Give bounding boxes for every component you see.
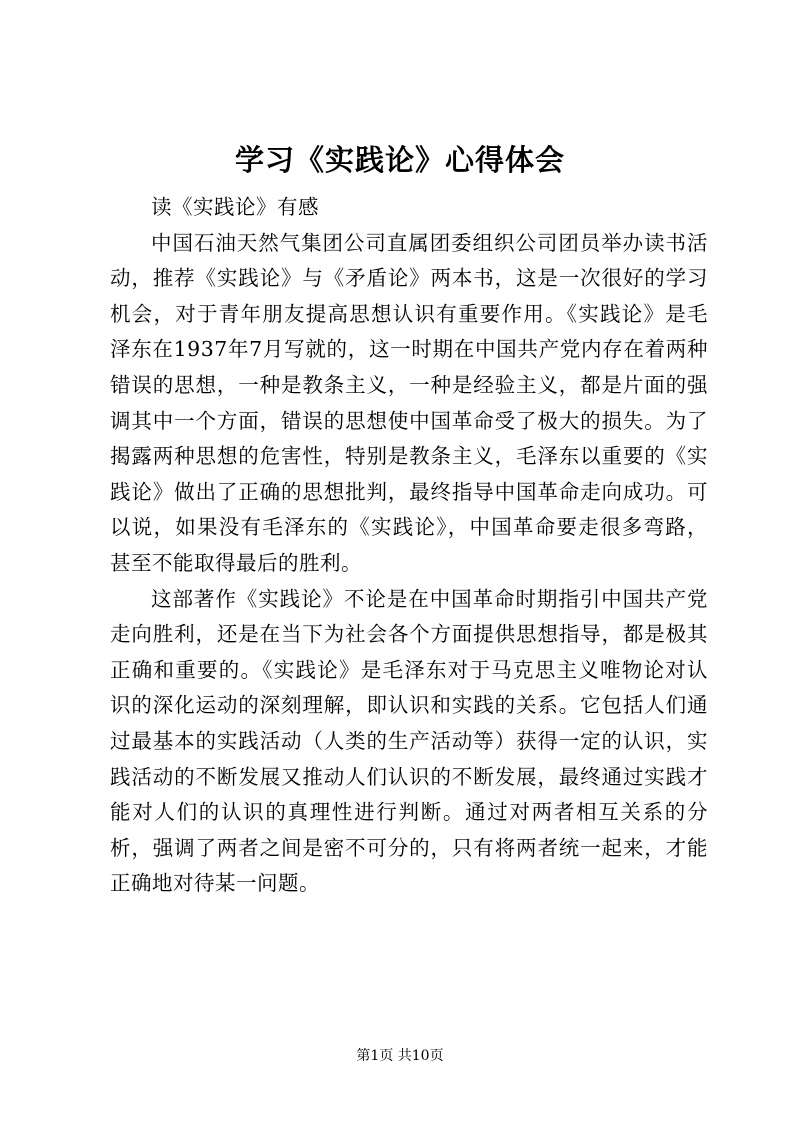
page-number-footer: 第1页 共10页: [356, 1048, 444, 1064]
subtitle-line: 读《实践论》有感: [151, 195, 319, 219]
paragraph-1: 中国石油天然气集团公司直属团委组织公司团员举办读书活动，推荐《实践论》与《矛盾论》两本书，这是一次很好的学习机会，对于青年朋友提高思想认识有重要作用。《实践论》是毛泽东在1937年7月写就的，这一时期在中国共产党内存在着两种错误的思想，一种是教条主义，一种是经验主义，都是片面的强调其中一个方面，错误的思想使中国革命受了极大的损失。为了揭露两种思想的危害性，特别是教条主义，毛泽东以重要的《实践论》做出了正确的思想批判，最终指导中国革命走向成功。可以说，如果没有毛泽东的《实践论》，中国革命要走很多弯路，甚至不能取得最后的胜利。: [110, 230, 708, 575]
document-body: [110, 190, 708, 902]
paragraph-2: 这部著作《实践论》不论是在中国革命时期指引中国共产党走向胜利，还是在当下为社会各个方面提供思想指导，都是极其正确和重要的。《实践论》是毛泽东对于马克思主义唯物论对认识的深化运动的深刻理解，即认识和实践的关系。它包括人们通过最基本的实践活动（人类的生产活动等）获得一定的认识，实践活动的不断发展又推动人们认识的不断发展，最终通过实践才能对人们的认识的真理性进行判断。通过对两者相互关系的分析，强调了两者之间是密不可分的，只有将两者统一起来，才能正确地对待某一问题。: [110, 586, 708, 896]
document-title: 学习《实践论》心得体会: [234, 143, 565, 177]
